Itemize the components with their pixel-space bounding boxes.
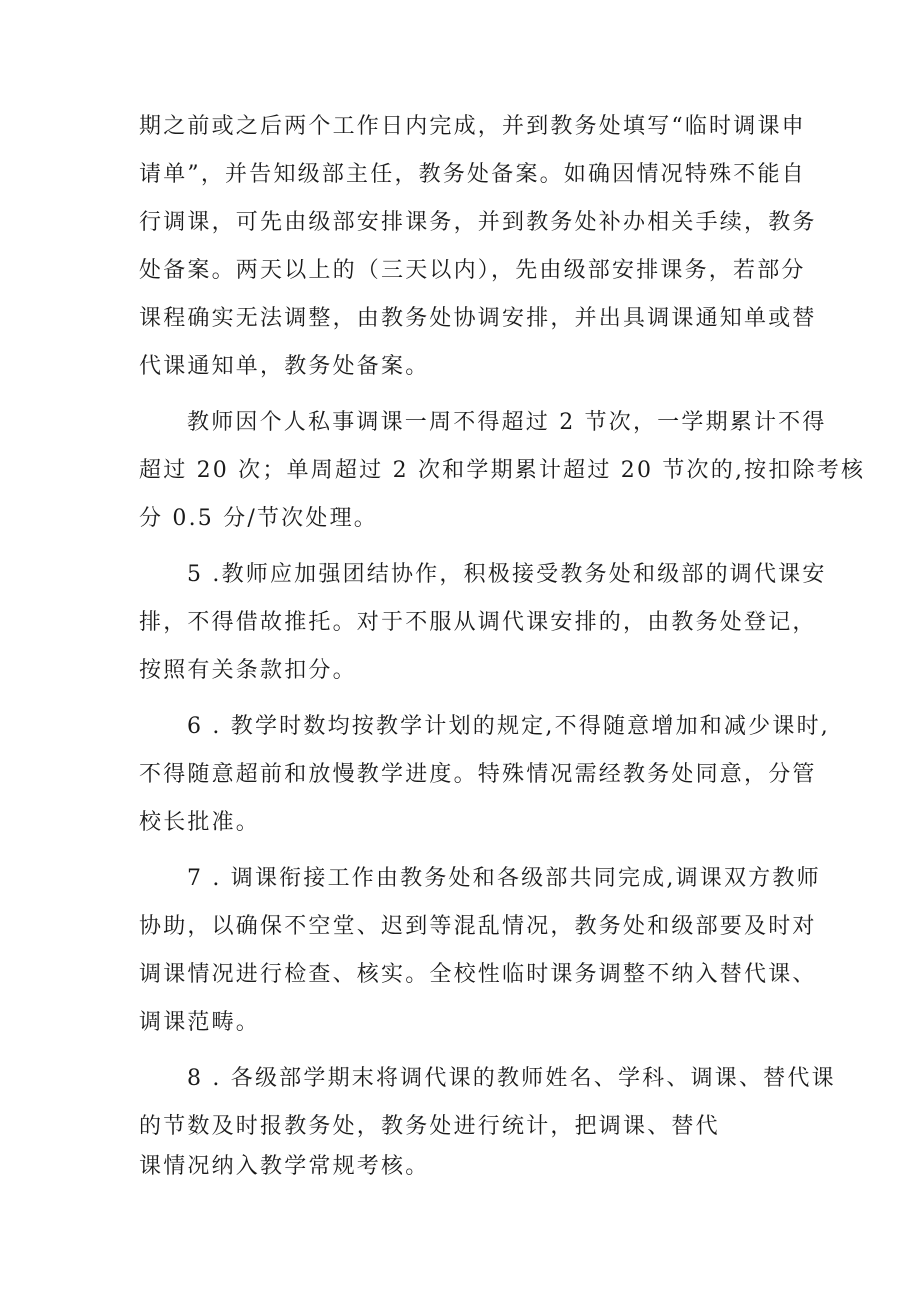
paragraph-4-line-1: 6 . 教学时数均按教学计划的规定,不得随意增加和减少课时, — [187, 714, 830, 739]
paragraph-2-line-3: 分 0.5 分/节次处理。 — [139, 506, 378, 531]
paragraph-1-line-4: 处备案。两天以上的（三天以内），先由级部安排课务，若部分 — [139, 258, 806, 283]
paragraph-4-line-2: 不得随意超前和放慢教学进度。特殊情况需经教务处同意，分管 — [139, 762, 817, 787]
paragraph-1-line-3: 行调课，可先由级部安排课务，并到教务处补办相关手续，教务 — [139, 210, 817, 235]
paragraph-1-line-2: 请单”，并告知级部主任，教务处备案。如确因情况特殊不能自 — [139, 162, 806, 187]
paragraph-6-line-2: 的节数及时报教务处，教务处进行统计，把调课、替代 — [139, 1114, 720, 1139]
paragraph-6-line-1: 8 . 各级部学期末将调代课的教师姓名、学科、调课、替代课 — [187, 1066, 836, 1091]
paragraph-1-line-6: 代课通知单，教务处备案。 — [139, 354, 430, 379]
paragraph-5-line-4: 调课范畴。 — [139, 1010, 261, 1035]
paragraph-5-line-1: 7 . 调课衔接工作由教务处和各级部共同完成,调课双方教师 — [187, 866, 821, 891]
paragraph-2-line-2: 超过 20 次；单周超过 2 次和学期累计超过 20 节次的,按扣除考核 — [139, 458, 866, 483]
paragraph-5-line-3: 调课情况进行检查、核实。全校性临时课务调整不纳入替代课、 — [139, 962, 817, 987]
paragraph-5-line-2: 协助，以确保不空堂、迟到等混乱情况，教务处和级部要及时对 — [139, 914, 817, 939]
paragraph-3-line-3: 按照有关条款扣分。 — [139, 658, 357, 683]
paragraph-2-line-1: 教师因个人私事调课一周不得超过 2 节次，一学期累计不得 — [187, 410, 827, 435]
paragraph-1-line-5: 课程确实无法调整，由教务处协调安排，并出具调课通知单或替 — [139, 306, 817, 331]
paragraph-6-line-3: 课情况纳入教学常规考核。 — [139, 1154, 430, 1179]
paragraph-1-line-1: 期之前或之后两个工作日内完成，并到教务处填写“临时调课申 — [139, 114, 806, 139]
paragraph-3-line-1: 5 .教师应加强团结协作，积极接受教务处和级部的调代课安 — [187, 562, 827, 587]
paragraph-4-line-3: 校长批准。 — [139, 810, 261, 835]
paragraph-3-line-2: 排，不得借故推托。对于不服从调代课安排的，由教务处登记， — [139, 610, 817, 635]
